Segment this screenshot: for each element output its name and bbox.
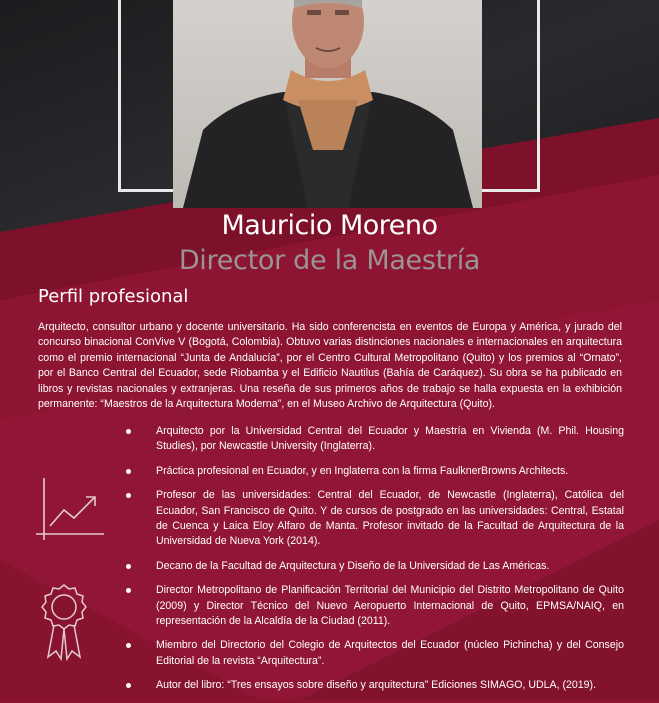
list-item bbox=[126, 424, 624, 455]
list-item bbox=[126, 464, 624, 479]
list-item-text: Práctica profesional en Ecuador, y en Inglaterra con la firma FaulknerBrowns Architects. bbox=[156, 464, 569, 477]
list-item-text: Decano de la Facultad de Arquitectura y Diseño de la Universidad de Las Américas. bbox=[156, 559, 550, 572]
award-rosette-icon bbox=[34, 583, 94, 663]
bullet-icon bbox=[126, 493, 131, 498]
list-item bbox=[126, 559, 624, 574]
bullet-icon bbox=[126, 643, 131, 648]
bullet-icon bbox=[126, 469, 131, 474]
bullet-icon bbox=[126, 588, 131, 593]
list-item-text: Director Metropolitano de Planificación Territorial del Municipio del Distrito Metropolitano de Quito (2009) y Director Técnico del Nuevo Aeropuerto Internacional de Quito, EPMSA/NAIQ, en representación de la Alcaldía de la Ciudad (2011). bbox=[156, 584, 624, 628]
bullet-icon bbox=[126, 564, 131, 569]
bullet-icon bbox=[126, 683, 131, 688]
bio-paragraph: Arquitecto, consultor urbano y docente universitario. Ha sido conferencista en eventos de Europa y América, y jurado del concurso binacional ConVive V (Bogotá, Colombia). Obtuvo varias distinciones nacionales e internacionales en arquitectura como el premio internacional “Junta de Andalucía”, por el Centro Cultural Metropolitano (Quito) y los premios al “Ornato”, por el Banco Central del Ecuador, sede Riobamba y el Edificio Nautilus (Bahía de Caráquez). Su obra se ha publicado en libros y revistas nacionales y extranjeras. Una reseña de sus primeros años de trabajo se halla expuesta en la exhibición permanente: “Maestros de la Arquitectura Moderna”, en el Museo Archivo de Arquitectura (Quito). bbox=[38, 321, 622, 411]
portrait-photo bbox=[173, 0, 482, 208]
list-item bbox=[126, 583, 624, 629]
list-item bbox=[126, 678, 624, 693]
growth-chart-icon bbox=[34, 476, 106, 548]
list-item-text: Autor del libro: “Tres ensayos sobre diseño y arquitectura” Ediciones SIMAGO, UDLA, (2019). bbox=[156, 679, 597, 692]
list-item bbox=[126, 488, 624, 550]
person-role: Director de la Maestría bbox=[178, 245, 481, 276]
bullet-icon bbox=[126, 429, 131, 434]
list-item-text: Arquitecto por la Universidad Central del Ecuador y Maestría en Vivienda (M. Phil. Housing Studies), por Newcastle University (Inglaterra). bbox=[156, 425, 624, 453]
section-title: Perfil profesional bbox=[38, 286, 189, 307]
person-name: Mauricio Moreno bbox=[221, 210, 438, 241]
list-item bbox=[126, 638, 624, 669]
list-item-text: Miembro del Directorio del Colegio de Arquitectos del Ecuador (núcleo Pichincha) y del Consejo Editorial de la revista “Arquitectura”. bbox=[156, 639, 624, 667]
list-item-text: Profesor de las universidades: Central del Ecuador, de Newcastle (Inglaterra), Católica del Ecuador, San Francisco de Quito. Y de cursos de postgrado en las universidades: Central, Estatal de Cuenca y Laica Eloy Alfaro de Manta. Profesor invitado de la Facultad de Arquitectura de la Universidad de Nueva York (2014). bbox=[156, 489, 624, 548]
credentials-list bbox=[126, 424, 624, 703]
